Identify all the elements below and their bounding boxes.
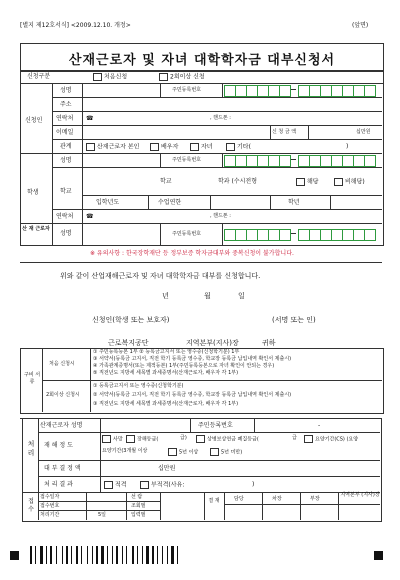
approval-label: 결 재	[208, 498, 220, 504]
approval-staff: 담당	[234, 496, 244, 502]
applicant-section-label: 신청인	[25, 117, 43, 124]
page-title: 산재근로자 및 자녀 대학학자금 대부신청서	[68, 53, 336, 68]
inquiry-label: 조회필	[131, 503, 146, 509]
disability-grade-close: 급)	[180, 435, 187, 441]
checkbox[interactable]	[168, 448, 177, 456]
barcode-bar	[132, 546, 134, 564]
processing-rrn-dash: -	[318, 422, 321, 429]
list-item: ⑤ 직전년도 지방세 세목별 과세증명서(산재근로자, 배우자 각 1부)	[93, 370, 239, 376]
rrn-digit-box[interactable]	[364, 155, 376, 167]
amount-unit: 십만원	[356, 129, 371, 135]
checkbox[interactable]	[102, 435, 111, 443]
school-label: 학교	[60, 188, 72, 195]
student-mobile-label: , 핸드폰 :	[210, 213, 231, 219]
barcode-bar	[76, 546, 78, 564]
processing-worker-name-label: 산재근로자 성명	[40, 422, 83, 429]
barcode-bar	[137, 546, 138, 564]
barcode-bar	[126, 546, 127, 564]
approval-deputy: 차장	[272, 496, 282, 502]
receipt-date-label: 접수일자	[40, 494, 60, 500]
rrn-digit-box[interactable]	[364, 229, 376, 241]
rrn-digit-box[interactable]	[279, 229, 291, 241]
phone-icon: ☎	[86, 115, 94, 122]
checkbox[interactable]	[159, 73, 168, 81]
approval-branch-head: 지역본부 (지사)장	[340, 492, 380, 498]
barcode-bar	[116, 546, 118, 564]
applicant-contact-label: 연락처	[56, 115, 74, 122]
option-ineligible[interactable]: 부적격(사유:	[140, 481, 184, 490]
student-name-label: 성명	[60, 157, 72, 164]
receipt-period-value: 5일	[98, 512, 107, 518]
barcode-bar	[56, 546, 57, 564]
checkbox[interactable]	[196, 435, 205, 443]
barcode-bar	[40, 546, 43, 564]
receipt-section-label: 접 수	[28, 498, 34, 513]
option-under-5-years[interactable]: 5년 미만)	[210, 448, 242, 457]
checkbox[interactable]	[126, 435, 135, 443]
checkbox[interactable]	[150, 143, 159, 151]
relation-child[interactable]: 자녀	[190, 143, 213, 152]
barcode-bar	[92, 546, 93, 564]
checkbox[interactable]	[304, 435, 313, 443]
relation-other[interactable]: 기타(	[226, 143, 251, 152]
documents-first-label: 처음 신청시	[49, 361, 75, 367]
option-eligible[interactable]: 적격	[104, 481, 127, 490]
application-type-label: 신청구분	[27, 73, 51, 80]
loan-label: 대 부 결 정 액	[44, 465, 81, 472]
barcode-bar	[62, 546, 63, 564]
option-death[interactable]: 사망	[102, 435, 123, 444]
list-item: ④ 가족관계증명서(또는 제적등본) 1부(주민등록등본으로 자녀 확인이 안되는 경우)	[93, 363, 275, 369]
date-month: 월	[204, 292, 211, 300]
rrn-dash	[291, 89, 296, 90]
signature-sign[interactable]: (서명 또는 인)	[272, 316, 316, 324]
rrn-dash	[291, 233, 296, 234]
worker-rrn-label: 주민등록번호	[172, 231, 201, 237]
option-first-application[interactable]: 처음신청	[93, 73, 127, 82]
applicant-email-label: 이메일	[56, 129, 74, 136]
disability-label: 재 해 정 도	[44, 442, 73, 449]
barcode-bar	[101, 546, 104, 564]
entry-label: 입력필	[131, 512, 146, 518]
option-not-applicable[interactable]: 비해당)	[334, 178, 365, 187]
documents-second-label: 2회이상 신청시	[46, 392, 80, 398]
list-item: ② 서약서(등록금 고지서, 직전 학기 등록금 영수증, 학교장 등록금 납입내역 확인서 제출시)	[93, 392, 292, 398]
student-contact-label: 연락처	[56, 213, 74, 220]
applicant-rrn-label: 주민등록번호	[172, 87, 201, 93]
rrn-digit-box[interactable]	[364, 85, 376, 97]
barcode-bar	[142, 546, 143, 564]
barcode-bar	[167, 546, 168, 564]
university-label: 학교	[160, 178, 172, 185]
processing-rrn-label: 주민등록번호	[198, 422, 233, 429]
checkbox[interactable]	[296, 178, 305, 186]
student-section-label: 학생	[27, 189, 39, 196]
applicant-mobile-label: , 핸드폰 :	[210, 115, 231, 121]
option-treatment[interactable]: 요양기간(CS) (요양	[304, 435, 358, 444]
documents-label: 구비 서류	[23, 372, 41, 385]
barcode-bar	[66, 546, 68, 564]
rrn-dash	[291, 159, 296, 160]
barcode-bar	[152, 546, 154, 564]
semester-label: 수업연한	[158, 199, 182, 206]
barcode-bar	[122, 546, 123, 564]
barcode-bar	[46, 546, 47, 564]
option-disability-grade[interactable]: 장해등급(	[126, 435, 158, 444]
list-item: ③ 서약서(등록금 고지서, 직전 학기 등록금 영수증, 학교장 등록금 납입내역 확인서 제출시)	[93, 356, 292, 362]
title-box	[20, 43, 384, 72]
date-year: 년	[162, 292, 169, 300]
addressee-branch: 지역본부(지사)장	[186, 339, 239, 347]
student-rrn-label: 주민등록번호	[172, 157, 201, 163]
checkbox[interactable]	[93, 73, 102, 81]
receipt-period-label: 처리기간	[40, 512, 60, 518]
checkbox[interactable]	[334, 178, 343, 186]
worker-name-label: 성명	[60, 230, 72, 237]
list-item: ① 등록금고지서 또는 영수증(신청학기분)	[93, 383, 184, 389]
result-label: 처 리 결 과	[44, 481, 73, 488]
loan-unit: 십만원	[158, 465, 176, 472]
barcode-bar	[71, 546, 72, 564]
applicant-name-label: 성명	[60, 87, 72, 94]
department-label: 학과 (수시전형	[218, 178, 258, 185]
barcode-bar	[96, 546, 98, 564]
amount-label: 신 청 금 액	[272, 129, 297, 135]
checkbox[interactable]	[210, 448, 219, 456]
receipt-number-label: 접수번호	[40, 503, 60, 509]
barcode-bar	[30, 546, 32, 564]
review-label: 선 람	[131, 494, 143, 500]
relation-label: 관계	[60, 143, 72, 150]
addressee-suffix: 귀하	[262, 339, 276, 347]
grade-label: 학년	[288, 199, 300, 206]
injured-worker-section-label: 산 재 근로자	[22, 226, 50, 232]
checkbox[interactable]	[104, 481, 113, 489]
admission-year-label: 입학년도	[96, 199, 120, 206]
addressee-org: 근로복지공단	[108, 339, 149, 347]
barcode-bar	[171, 546, 174, 564]
option-repeat-application[interactable]: 2회이상 신청	[159, 73, 205, 82]
barcode-bar	[81, 546, 82, 564]
form-number: [별지 제12호서식] <2009.12.10. 개정>	[20, 22, 131, 29]
checkbox[interactable]	[86, 143, 95, 151]
registration-mark	[374, 551, 383, 560]
date-day: 일	[238, 292, 245, 300]
list-item: ① 주민등록등본 1부 ② 등록금고지서 또는 영수증(신청학기분) 1부	[93, 349, 240, 355]
processing-section-label: 처 리	[27, 440, 35, 457]
declaration-text: 위와 같이 산업재해근로자 및 자녀 대학학자금 대부를 신청합니다.	[60, 272, 261, 280]
relation-spouse[interactable]: 배우자	[150, 143, 178, 152]
notice-text: ※ 유의사항 : 한국장학재단 등 정부보증 학자금대부와 중복신청이 불가합니다.	[90, 250, 294, 257]
relation-close: )	[346, 143, 349, 150]
option-pension-grade[interactable]: 상병보상연금 폐질등급(	[196, 435, 259, 444]
rrn-digit-box[interactable]	[279, 85, 291, 97]
phone-icon: ☎	[86, 213, 94, 220]
barcode	[30, 546, 230, 564]
applicant-address-label: 주소	[60, 101, 72, 108]
option-applicable[interactable]: 해당	[296, 178, 319, 187]
barcode-bar	[50, 546, 52, 564]
signature-applicant: 신청인(학생 또는 보호자)	[92, 316, 170, 324]
pension-grade-close: 급	[292, 435, 297, 441]
documents-second-list	[93, 382, 291, 409]
option-over-5-years[interactable]: 5년 이상	[168, 448, 198, 457]
barcode-bar	[177, 546, 178, 564]
registration-mark	[10, 551, 19, 560]
checkbox[interactable]	[190, 143, 199, 151]
relation-self[interactable]: 산재근로자 본인	[86, 143, 139, 152]
checkbox[interactable]	[140, 481, 149, 489]
barcode-bar	[162, 546, 163, 564]
page-side: (앞면)	[352, 22, 369, 29]
barcode-bar	[157, 546, 158, 564]
barcode-bar	[146, 546, 149, 564]
barcode-bar	[35, 546, 36, 564]
barcode-bar	[87, 546, 88, 564]
checkbox[interactable]	[226, 143, 235, 151]
documents-first-list	[93, 349, 291, 377]
barcode-bar	[107, 546, 108, 564]
barcode-bar	[112, 546, 113, 564]
approval-director: 부장	[310, 496, 320, 502]
result-close: )	[252, 481, 255, 488]
list-item: ③ 직전년도 지방세 세목별 과세증명서(산재근로자, 배우자 각 1부)	[93, 401, 239, 407]
rrn-digit-box[interactable]	[279, 155, 291, 167]
treatment-period-label: 요양기간(3개월 이상	[102, 448, 148, 454]
